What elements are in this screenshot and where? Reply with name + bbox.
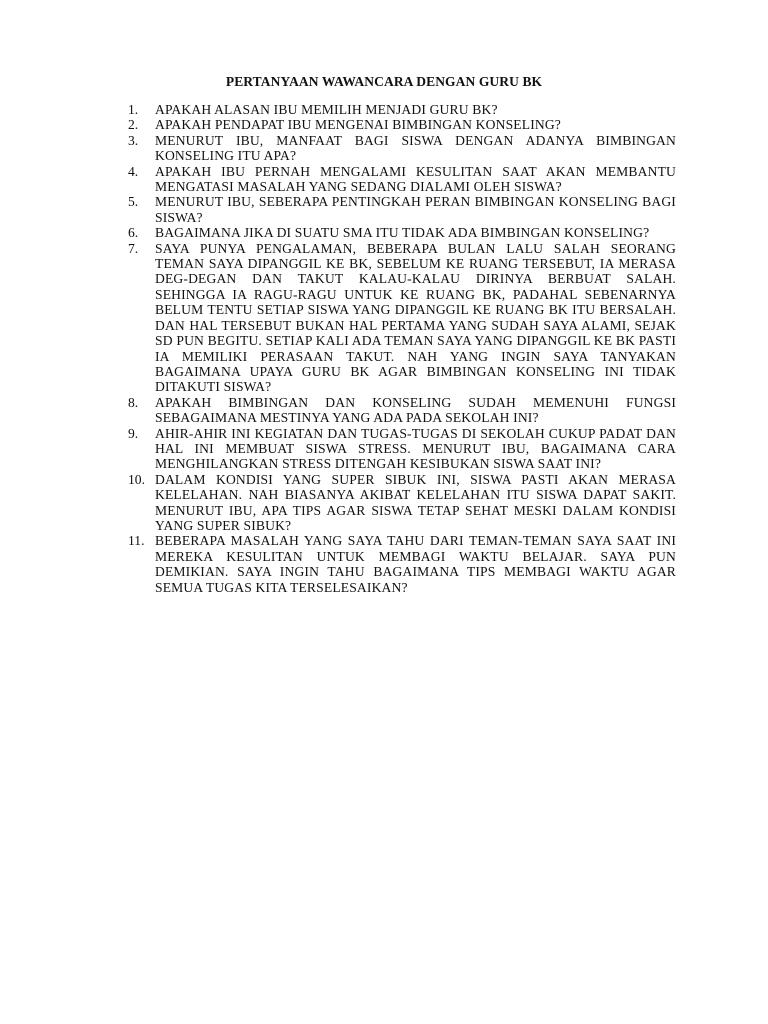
- question-item: [128, 164, 676, 195]
- question-item: [128, 533, 676, 595]
- question-number: 7.: [128, 240, 139, 256]
- document-title: PERTANYAAN WAWANCARA DENGAN GURU BK: [225, 74, 543, 89]
- question-number: 4.: [128, 163, 139, 179]
- question-item: [128, 426, 676, 472]
- question-list: [128, 102, 676, 595]
- question-text: BEBERAPA MASALAH YANG SAYA TAHU DARI TEMAN-TEMAN SAYA SAAT INI MEREKA KESULITAN UNTUK MEMBAGI WAKTU BELAJAR. SAYA PUN DEMIKIAN. SAYA INGIN TAHU BAGAIMANA TIPS MEMBAGI WAKTU AGAR SEMUA TUGAS KITA TERSELESAIKAN?: [155, 533, 676, 595]
- question-item: [128, 133, 676, 164]
- question-text: SAYA PUNYA PENGALAMAN, BEBERAPA BULAN LALU SALAH SEORANG TEMAN SAYA DIPANGGIL KE BK, SEBELUM KE RUANG TERSEBUT, IA MERASA DEG-DEGAN DAN TAKUT KALAU-KALAU DIRINYA BERBUAT SALAH. SEHINGGA IA RAGU-RAGU UNTUK KE RUANG BK, PADAHAL SEBENARNYA BELUM TENTU SETIAP SISWA YANG DIPANGGIL KE RUANG BK ITU BERSALAH. DAN HAL TERSEBUT BUKAN HAL PERTAMA YANG SUDAH SAYA ALAMI, SEJAK SD PUN BEGITU. SETIAP KALI ADA TEMAN SAYA YANG DIPANGGIL KE BK PASTI IA MEMILIKI PERASAAN TAKUT. NAH YANG INGIN SAYA TANYAKAN BAGAIMANA UPAYA GURU BK AGAR BIMBINGAN KONSELING INI TIDAK DITAKUTI SISWA?: [155, 240, 676, 395]
- question-text: APAKAH ALASAN IBU MEMILIH MENJADI GURU BK?: [155, 102, 498, 117]
- question-text: MENURUT IBU, MANFAAT BAGI SISWA DENGAN ADANYA BIMBINGAN KONSELING ITU APA?: [155, 132, 676, 164]
- question-number: 2.: [128, 117, 139, 133]
- question-number: 5.: [128, 194, 139, 210]
- question-item: [128, 194, 676, 225]
- question-number: 3.: [128, 132, 139, 148]
- question-text: APAKAH BIMBINGAN DAN KONSELING SUDAH MEMENUHI FUNGSI SEBAGAIMANA MESTINYA YANG ADA PADA SEKOLAH INI?: [155, 394, 676, 426]
- question-text: MENURUT IBU, SEBERAPA PENTINGKAH PERAN BIMBINGAN KONSELING BAGI SISWA?: [155, 194, 676, 225]
- question-item: [128, 225, 676, 240]
- question-number: 9.: [128, 425, 139, 441]
- question-text: BAGAIMANA JIKA DI SUATU SMA ITU TIDAK ADA BIMBINGAN KONSELING?: [155, 225, 650, 241]
- question-text: APAKAH IBU PERNAH MENGALAMI KESULITAN SAAT AKAN MEMBANTU MENGATASI MASALAH YANG SEDANG DIALAMI OLEH SISWA?: [155, 163, 676, 195]
- question-item: [128, 241, 676, 395]
- question-item: [128, 395, 676, 426]
- question-item: [128, 102, 676, 117]
- question-item: [128, 117, 676, 132]
- question-number: 1.: [128, 102, 139, 117]
- question-number: 10.: [128, 471, 145, 487]
- question-number: 11.: [128, 533, 145, 549]
- question-text: APAKAH PENDAPAT IBU MENGENAI BIMBINGAN KONSELING?: [155, 117, 561, 133]
- question-text: AHIR-AHIR INI KEGIATAN DAN TUGAS-TUGAS DI SEKOLAH CUKUP PADAT DAN HAL INI MEMBUAT SISWA STRESS. MENURUT IBU, BAGAIMANA CARA MENGHILANGKAN STRESS DITENGAH KESIBUKAN SISWA SAAT INI?: [155, 425, 676, 472]
- question-number: 8.: [128, 394, 139, 410]
- question-text: DALAM KONDISI YANG SUPER SIBUK INI, SISWA PASTI AKAN MERASA KELELAHAN. NAH BIASANYA AKIBAT KELELAHAN ITU SISWA DAPAT SAKIT. MENURUT IBU, APA TIPS AGAR SISWA TETAP SEHAT MESKI DALAM KONDISI YANG SUPER SIBUK?: [155, 471, 676, 533]
- question-item: [128, 472, 676, 534]
- question-number: 6.: [128, 225, 139, 241]
